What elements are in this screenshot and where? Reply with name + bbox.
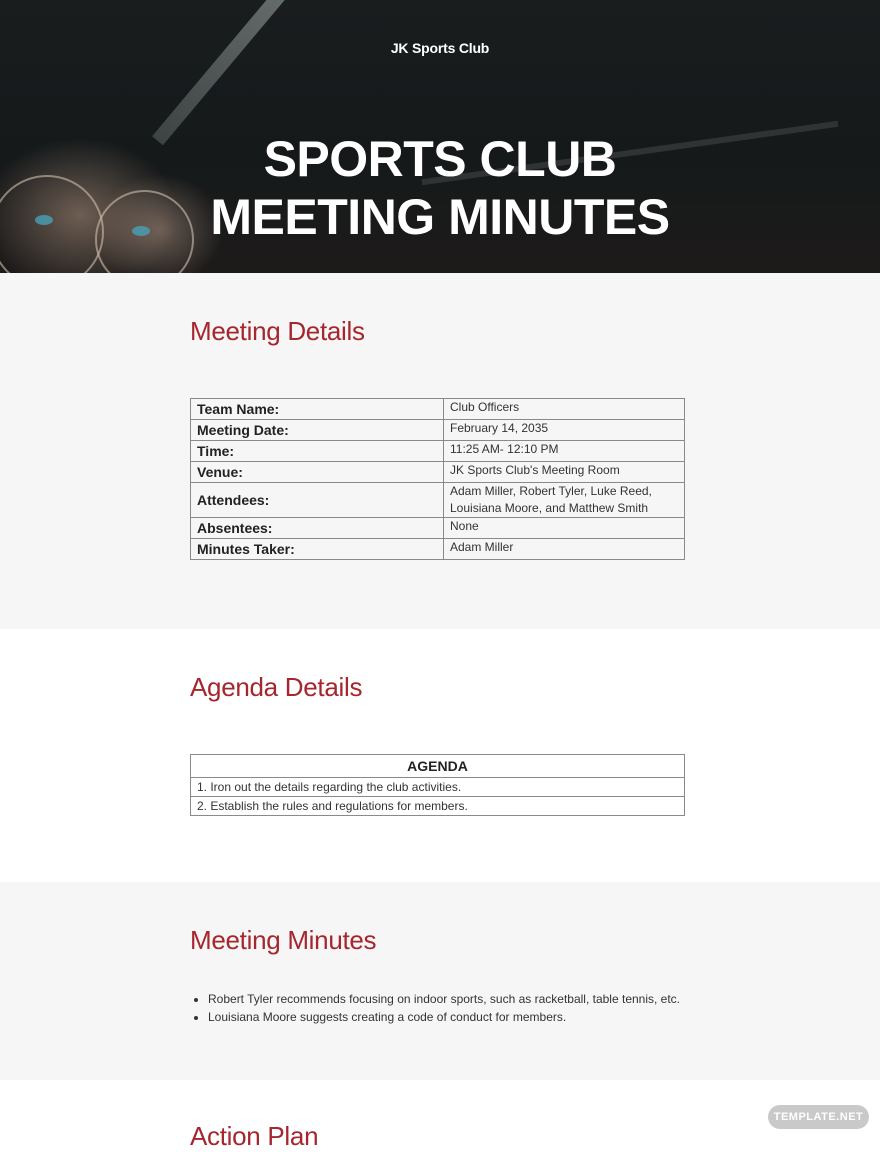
- table-row: [191, 797, 685, 816]
- table-row: [191, 441, 685, 462]
- detail-value: Adam Miller, Robert Tyler, Luke Reed, Louisiana Moore, and Matthew Smith: [444, 483, 685, 518]
- minutes-list: [190, 990, 680, 1026]
- detail-value: February 14, 2035: [444, 420, 685, 441]
- action-plan-section: [0, 1080, 880, 1140]
- agenda-column-header: AGENDA: [191, 755, 685, 778]
- table-row: [191, 399, 685, 420]
- header-banner: [0, 0, 880, 273]
- club-name: JK Sports Club: [390, 40, 490, 56]
- detail-value: JK Sports Club's Meeting Room: [444, 462, 685, 483]
- title-line-1: SPORTS CLUB: [263, 131, 617, 187]
- table-row: [191, 778, 685, 797]
- detail-label: Time:: [191, 441, 444, 462]
- title-line-2: MEETING MINUTES: [210, 189, 670, 245]
- detail-label: Minutes Taker:: [191, 539, 444, 560]
- meeting-minutes-section: [0, 882, 880, 1080]
- agenda-table: [190, 754, 685, 816]
- detail-value: None: [444, 518, 685, 539]
- agenda-details-heading: Agenda Details: [190, 672, 363, 702]
- table-row: [191, 539, 685, 560]
- action-plan-heading: Action Plan: [190, 1121, 319, 1151]
- detail-label: Attendees:: [191, 483, 444, 518]
- agenda-item: 1. Iron out the details regarding the club activities.: [191, 778, 685, 797]
- table-row: [191, 518, 685, 539]
- agenda-item: 2. Establish the rules and regulations for members.: [191, 797, 685, 816]
- detail-label: Team Name:: [191, 399, 444, 420]
- page-title: [0, 130, 880, 246]
- detail-label: Venue:: [191, 462, 444, 483]
- table-row: [191, 462, 685, 483]
- watermark-badge: TEMPLATE.NET: [768, 1105, 869, 1129]
- table-header-row: [191, 755, 685, 778]
- list-item: • Louisiana Moore suggests creating a code of conduct for members.: [208, 1008, 680, 1026]
- detail-value: 11:25 AM- 12:10 PM: [444, 441, 685, 462]
- meeting-details-heading: Meeting Details: [190, 316, 365, 346]
- meeting-details-table: [190, 398, 685, 560]
- table-row: [191, 420, 685, 441]
- table-row: [191, 483, 685, 518]
- list-item: • Robert Tyler recommends focusing on indoor sports, such as racketball, table tennis, etc.: [208, 990, 680, 1008]
- meeting-minutes-heading: Meeting Minutes: [190, 925, 377, 955]
- detail-value: Club Officers: [444, 399, 685, 420]
- detail-value: Adam Miller: [444, 539, 685, 560]
- detail-label: Meeting Date:: [191, 420, 444, 441]
- detail-label: Absentees:: [191, 518, 444, 539]
- ceiling-beam: [152, 0, 311, 145]
